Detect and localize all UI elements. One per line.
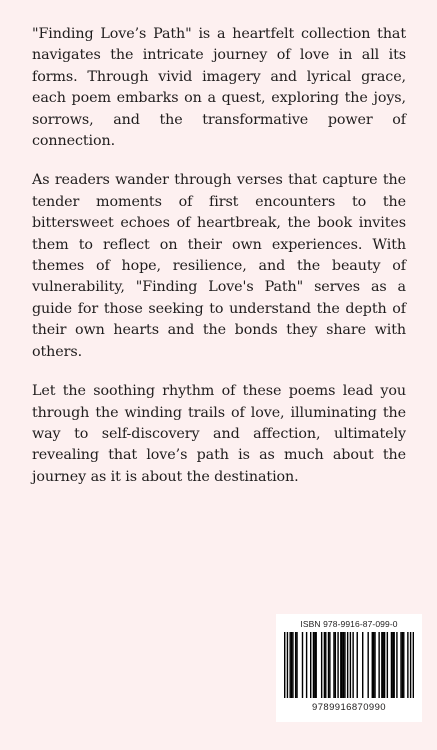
barcode-bar [372, 632, 373, 698]
barcode-bar [410, 632, 411, 698]
blurb-paragraph-1: "Finding Love’s Path" is a heartfelt collection that navigates the intricate journey of love in all its forms. Through vivid imagery and lyrical grace, each poem embarks on a quest, exploring the joys, sorrows, and the transformative power of connection. [32, 26, 406, 150]
barcode-bar [407, 632, 408, 698]
barcode-bar [393, 632, 394, 698]
barcode-bar [343, 632, 344, 698]
barcode-bar [400, 632, 401, 698]
barcode-bar [287, 632, 288, 698]
barcode-bar [402, 632, 403, 698]
blurb [32, 24, 406, 506]
barcode-bar [387, 632, 388, 698]
barcode-bar [396, 632, 397, 698]
barcode-bar [413, 632, 414, 698]
barcode-bar [362, 632, 363, 698]
barcode-bar [403, 632, 404, 698]
barcode-bar [352, 632, 353, 698]
barcode-bar [374, 632, 375, 698]
barcode-bar [340, 632, 341, 698]
barcode-bar [324, 632, 325, 698]
barcode-bar [384, 632, 385, 698]
barcode-bar [357, 632, 358, 698]
barcode-bar [383, 632, 384, 698]
barcode-bar [329, 632, 330, 698]
barcode-bar [291, 632, 292, 698]
barcode-bar [321, 632, 322, 698]
barcode-bar [341, 632, 342, 698]
isbn-barcode [276, 614, 422, 722]
barcode-bar [350, 632, 351, 698]
barcode-bar [347, 632, 348, 698]
barcode-bar [333, 632, 334, 698]
barcode-bar [284, 632, 285, 698]
barcode-bar [314, 632, 315, 698]
isbn-label: ISBN 978-9916-87-099-0 [300, 619, 398, 629]
barcode-bar [313, 632, 314, 698]
barcode-bar [344, 632, 345, 698]
barcode-bar [306, 632, 307, 698]
barcode-bar [292, 632, 293, 698]
barcode-bar [289, 632, 290, 698]
barcode-bar [296, 632, 297, 698]
barcode-bars [284, 632, 414, 698]
barcode-bar [325, 632, 326, 698]
barcode-bar [381, 632, 382, 698]
barcode-bar [295, 632, 296, 698]
barcode-bar [328, 632, 329, 698]
barcode-bar [302, 632, 303, 698]
barcode-bar [392, 632, 393, 698]
barcode-bar [335, 632, 336, 698]
barcode-bar [367, 632, 368, 698]
barcode-bar [310, 632, 311, 698]
barcode-number: 9789916870990 [312, 702, 386, 713]
barcode-bar [391, 632, 392, 698]
blurb-paragraph-2: As readers wander through verses that capture the tender moments of first encounters to the bittersweet echoes of heartbreak, the book invites them to reflect on their own experiences. With themes of hope, resilience, and the beauty of vulnerability, "Finding Love's Path" serves as a guide for those seeking to understand the depth of their own hearts and the bonds they share with others. [32, 172, 406, 360]
blurb-paragraph-3: Let the soothing rhythm of these poems lead you through the winding trails of love, illuminating the way to self-discovery and affection, ultimately revealing that love’s path is as much about the journey as it is about the destination. [32, 383, 406, 485]
barcode-bar [378, 632, 379, 698]
barcode-bar [373, 632, 374, 698]
barcode-bar [337, 632, 338, 698]
barcode-bar [315, 632, 316, 698]
